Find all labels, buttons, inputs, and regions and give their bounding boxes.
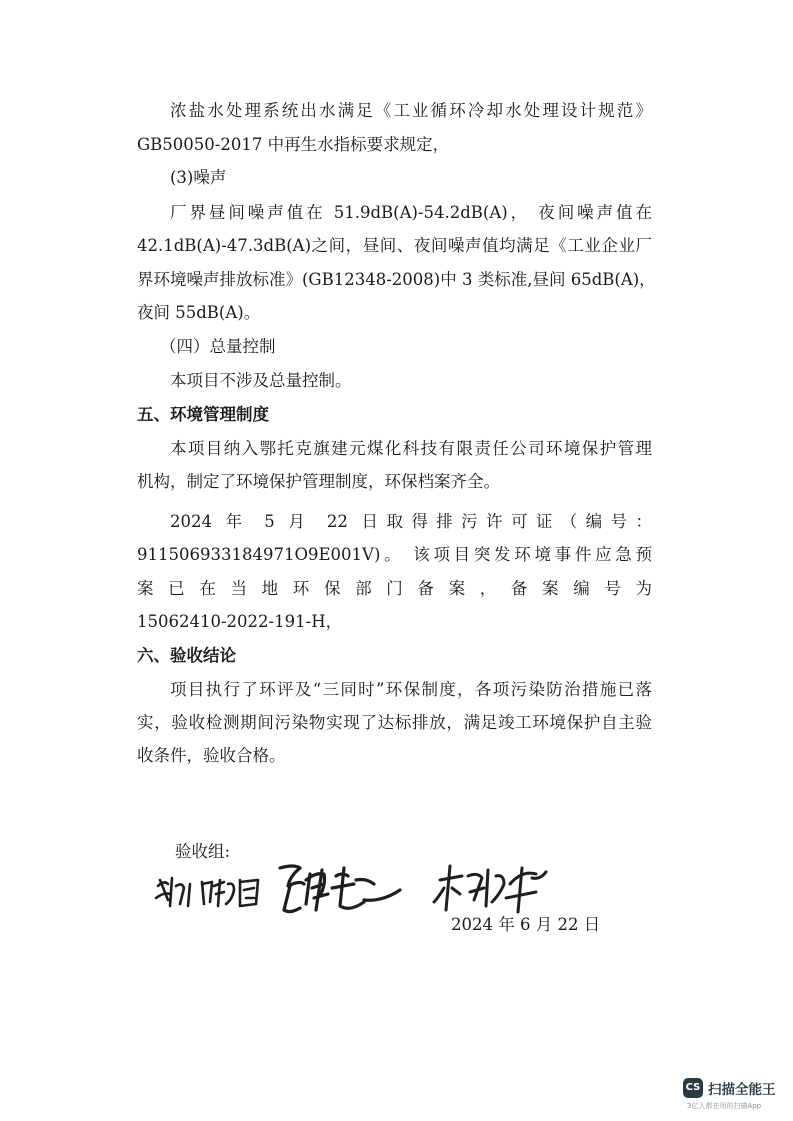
paragraph-line: 浓盐水处理系统出水满足《工业循环冷却水处理设计规范》 xyxy=(170,101,652,120)
paragraph-line: 案已在当地环保部门备案，备案编号为 xyxy=(137,579,652,598)
paragraph-line: 厂界昼间噪声值在 51.9dB(A)-54.2dB(A)， 夜间噪声值在 xyxy=(170,203,652,222)
paragraph-line: 项目执行了环评及“三同时”环保制度，各项污染防治措施已落 xyxy=(170,680,652,699)
paragraph-line: 夜间 55dB(A)。 xyxy=(137,303,261,322)
paragraph-line: 本项目不涉及总量控制。 xyxy=(170,371,352,390)
paragraph-line: 2024 年 5 月 22 日取得排污许可证（编号： xyxy=(170,512,652,531)
signature-label: 验收组: xyxy=(175,842,231,861)
paragraph-line: 实，验收检测期间污染物实现了达标排放，满足竣工环境保护自主验 xyxy=(137,713,652,732)
paragraph-line: 911506933184971O9E001V)。 该项目突发环境事件应急预 xyxy=(137,545,652,564)
watermark-app-name: 扫描全能王 xyxy=(708,1082,776,1098)
signature-2 xyxy=(280,866,400,912)
paragraph-line: GB50050-2017 中再生水指标要求规定， xyxy=(137,135,450,154)
section-heading: 六、验收结论 xyxy=(137,646,236,665)
paragraph-line: 机构，制定了环境保护管理制度，环保档案齐全。 xyxy=(137,472,500,491)
subsection-heading: (3)噪声 xyxy=(170,168,227,187)
scanner-watermark xyxy=(683,1076,787,1116)
paragraph-line: 本项目纳入鄂托克旗建元煤化科技有限责任公司环境保护管理 xyxy=(170,439,652,458)
subsection-heading: （四）总量控制 xyxy=(160,337,276,356)
paragraph-line: 15062410-2022-191-H， xyxy=(137,612,343,631)
paragraph-line: 42.1dB(A)-47.3dB(A)之间，昼间、夜间噪声值均满足《工业企业厂 xyxy=(137,236,652,255)
watermark-tagline: 3亿人都在用的扫描App xyxy=(687,1102,762,1110)
paragraph-line: 收条件，验收合格。 xyxy=(137,746,286,765)
signature-3 xyxy=(434,866,546,912)
signature-1 xyxy=(156,878,258,906)
signature-date: 2024 年 6 月 22 日 xyxy=(451,915,601,934)
section-heading: 五、环境管理制度 xyxy=(137,405,269,424)
paragraph-line: 界环境噪声排放标准》(GB12348-2008)中 3 类标准,昼间 65dB(A)， xyxy=(137,270,656,289)
camscanner-logo-icon: CS xyxy=(683,1078,703,1098)
